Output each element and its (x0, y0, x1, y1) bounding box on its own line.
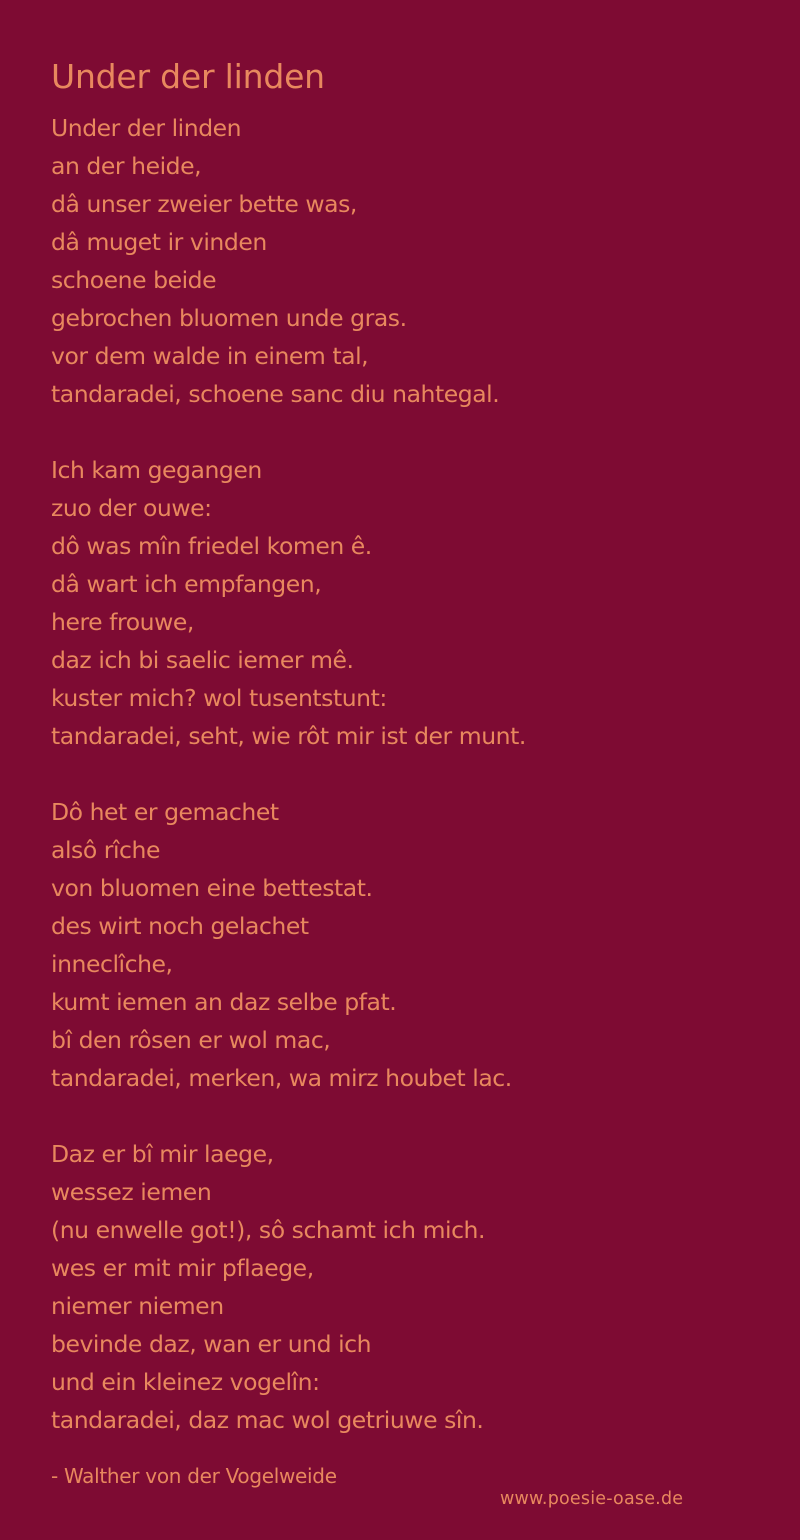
poem-title: Under der linden (51, 57, 325, 96)
website-url: www.poesie-oase.de (500, 1489, 684, 1509)
poem-line: von bluomen eine bettestat. (51, 874, 373, 902)
poem-line: dâ muget ir vinden (51, 228, 267, 256)
poem-line: kumt iemen an daz selbe pfat. (51, 988, 397, 1016)
poem-body (51, 109, 771, 1477)
poem-line: Ich kam gegangen (51, 456, 262, 484)
poem-line: tandaradei, merken, wa mirz houbet lac. (51, 1064, 512, 1092)
poem-line: kuster mich? wol tusentstunt: (51, 684, 387, 712)
poem-line: dâ unser zweier bette was, (51, 190, 357, 218)
poem-line: niemer niemen (51, 1292, 224, 1320)
stanza-4 (51, 1135, 771, 1439)
poem-author: - Walther von der Vogelweide (51, 1464, 337, 1488)
poem-line: tandaradei, daz mac wol getriuwe sîn. (51, 1406, 484, 1434)
poem-line: alsô rîche (51, 836, 160, 864)
poem-line: tandaradei, schoene sanc diu nahtegal. (51, 380, 500, 408)
poem-line: zuo der ouwe: (51, 494, 212, 522)
poem-line: inneclîche, (51, 950, 173, 978)
poem-line: an der heide, (51, 152, 202, 180)
poem-line: und ein kleinez vogelîn: (51, 1368, 320, 1396)
poem-line: Daz er bî mir laege, (51, 1140, 274, 1168)
poem-line: wes er mit mir pflaege, (51, 1254, 314, 1282)
poem-line: bevinde daz, wan er und ich (51, 1330, 372, 1358)
stanza-3 (51, 793, 771, 1097)
poem-line: bî den rôsen er wol mac, (51, 1026, 331, 1054)
poem-line: vor dem walde in einem tal, (51, 342, 369, 370)
poem-line: Dô het er gemachet (51, 798, 279, 826)
poem-line: daz ich bi saelic iemer mê. (51, 646, 354, 674)
poem-line: dâ wart ich empfangen, (51, 570, 322, 598)
poem-line: (nu enwelle got!), sô schamt ich mich. (51, 1216, 486, 1244)
stanza-2 (51, 451, 771, 755)
poem-line: gebrochen bluomen unde gras. (51, 304, 407, 332)
poem-line: wessez iemen (51, 1178, 212, 1206)
poem-line: here frouwe, (51, 608, 194, 636)
poem-line: des wirt noch gelachet (51, 912, 309, 940)
poem-line: schoene beide (51, 266, 217, 294)
stanza-1 (51, 109, 771, 413)
poem-line: tandaradei, seht, wie rôt mir ist der munt. (51, 722, 526, 750)
poem-line: Under der linden (51, 114, 242, 142)
poem-line: dô was mîn friedel komen ê. (51, 532, 372, 560)
